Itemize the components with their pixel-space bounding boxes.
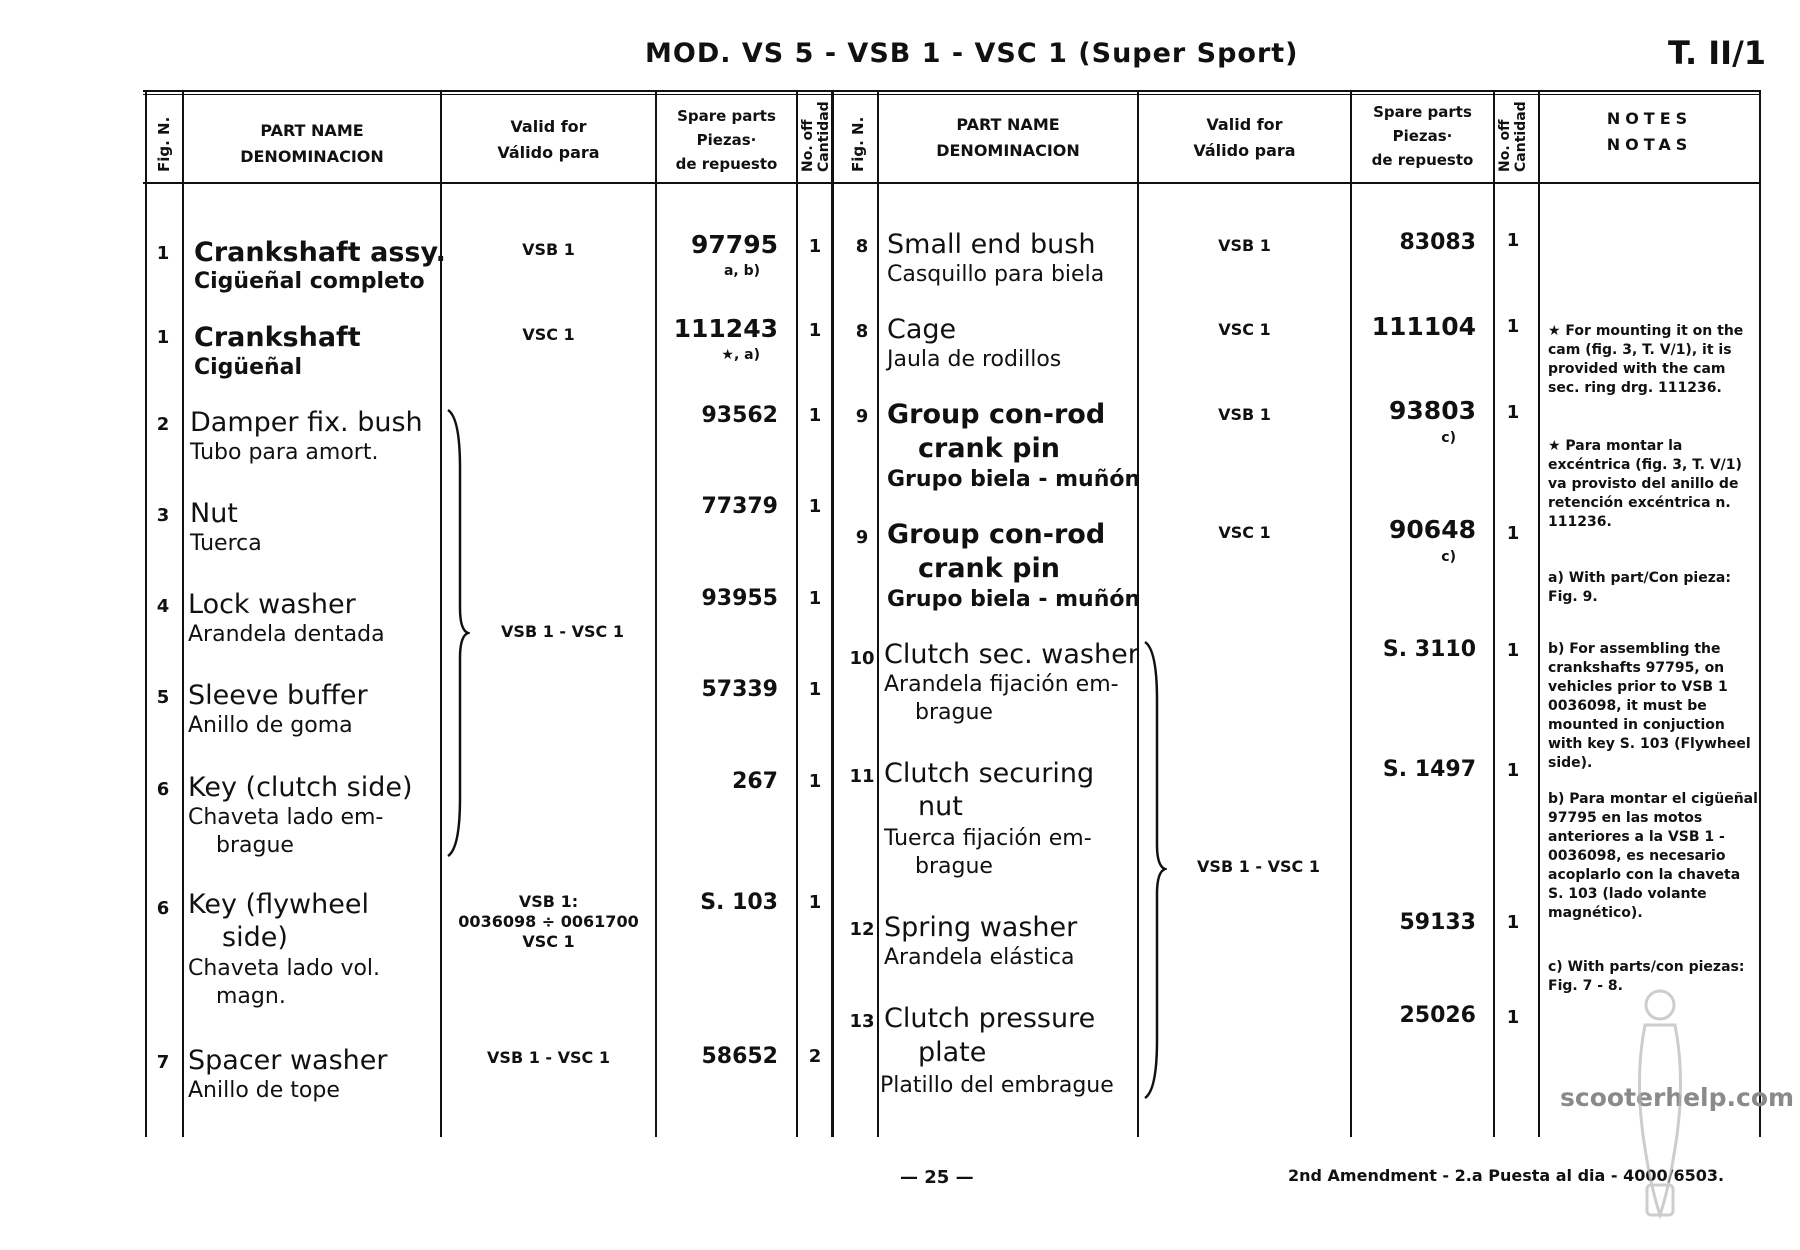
table-top-border-inner: [143, 94, 1761, 95]
fig-number: 6: [156, 898, 170, 919]
quantity: 1: [808, 892, 822, 913]
header-notes-es: NOTAS: [1606, 135, 1693, 154]
header-fig-left: Fig. N.: [155, 116, 173, 172]
col-rule: [182, 92, 184, 1137]
fig-number: 11: [849, 766, 875, 787]
part-number: 111243: [673, 314, 778, 343]
fig-number: 3: [156, 505, 170, 526]
part-name-es: Cigüeñal completo: [194, 269, 425, 294]
fig-number: 1: [156, 327, 170, 348]
part-name-en: Damper fix. bush: [190, 407, 423, 438]
quantity: 1: [1506, 523, 1520, 544]
part-number: 57339: [701, 677, 778, 702]
quantity: 1: [1506, 1007, 1520, 1028]
valid-for: VSB 1: [1218, 405, 1271, 424]
fig-number: 12: [849, 919, 875, 940]
page-number: — 25 —: [900, 1167, 974, 1188]
quantity: 1: [808, 771, 822, 792]
part-name-en: Clutch pressure: [884, 1003, 1096, 1034]
part-name-en: Group con-rod: [887, 399, 1106, 430]
col-rule: [796, 92, 798, 1137]
part-note-ref: ★, a): [721, 347, 760, 363]
table-top-border: [143, 90, 1761, 92]
part-name-en: Small end bush: [887, 229, 1096, 260]
note-star-en: ★ For mounting it on the cam (fig. 3, T. V/1), it is provided with the cam sec. ring drg. 111236.: [1548, 323, 1744, 396]
valid-for-line2: 0036098 ÷ 0061700: [458, 912, 639, 931]
fig-number: 8: [855, 321, 869, 342]
part-number: 25026: [1399, 1003, 1476, 1028]
header-qty-right: [1497, 101, 1529, 172]
part-name-en: Crankshaft assy.: [194, 237, 446, 268]
fig-number: 5: [156, 687, 170, 708]
col-rule: [145, 92, 147, 1137]
page-title: MOD. VS 5 - VSB 1 - VSC 1 (Super Sport): [645, 38, 1299, 69]
header-spare-left: [657, 104, 796, 176]
part-name-en: Clutch securing: [884, 758, 1095, 789]
fig-number: 13: [849, 1011, 875, 1032]
part-name-es-cont: magn.: [216, 984, 286, 1009]
part-name-es: Anillo de tope: [188, 1078, 340, 1103]
fig-number: 9: [855, 406, 869, 427]
part-number: 93955: [701, 586, 778, 611]
header-part-name-es: DENOMINACION: [936, 141, 1080, 160]
part-number: 97795: [691, 230, 778, 259]
header-valid-es: Válido para: [1193, 141, 1296, 160]
part-name-es: Tuerca: [190, 531, 262, 556]
plate-number: T. II/1: [1668, 34, 1767, 72]
part-name-es: Tuerca fijación em-: [884, 826, 1092, 851]
header-valid-en: Valid for: [1206, 115, 1283, 134]
part-name-en-cont: crank pin: [918, 553, 1060, 584]
valid-for: VSC 1: [1218, 320, 1271, 339]
col-rule-center: [831, 92, 834, 1137]
part-name-en: Spring washer: [884, 912, 1078, 943]
header-spare-2: Piezas·: [1392, 127, 1453, 145]
quantity: 1: [1506, 402, 1520, 423]
header-qty-2: Cantidad: [816, 101, 832, 172]
valid-for: VSB 1: [522, 240, 575, 259]
valid-for: VSB 1: [1218, 236, 1271, 255]
part-name-es-cont: brague: [915, 700, 993, 725]
watermark-text: scooterhelp.com: [1560, 1083, 1795, 1112]
part-note-ref: c): [1441, 430, 1456, 446]
header-spare-3: de repuesto: [1371, 151, 1474, 169]
note-c: c) With parts/con piezas: Fig. 7 - 8.: [1548, 959, 1745, 994]
header-part-name-en: PART NAME: [956, 115, 1060, 134]
part-name-en: Clutch sec. washer: [884, 639, 1139, 670]
part-name-es: Chaveta lado em-: [188, 805, 384, 830]
valid-for: VSC 1: [522, 325, 575, 344]
part-number: 90648: [1389, 515, 1476, 544]
header-part-name-es: DENOMINACION: [240, 147, 384, 166]
header-qty-left: [800, 101, 832, 172]
part-name-es: Arandela elástica: [884, 945, 1075, 970]
part-name-es: Cigüeñal: [194, 355, 303, 380]
part-name-en-cont: crank pin: [918, 433, 1060, 464]
header-spare-right: [1352, 100, 1493, 172]
left-group-valid: VSB 1 - VSC 1: [501, 622, 624, 641]
header-valid-right: [1139, 112, 1350, 164]
part-name-es: Arandela dentada: [188, 622, 385, 647]
note-a: a) With part/Con pieza: Fig. 9.: [1548, 570, 1731, 605]
part-name-en-cont: plate: [918, 1037, 987, 1068]
header-valid-es: Válido para: [497, 143, 600, 162]
part-note-ref: c): [1441, 549, 1456, 565]
part-name-en: Key (clutch side): [188, 772, 413, 803]
header-spare-1: Spare parts: [1373, 103, 1472, 121]
fig-number: 7: [156, 1052, 170, 1073]
scooter-watermark-icon: [1625, 985, 1695, 1225]
part-number: 93562: [701, 403, 778, 428]
quantity: 1: [808, 320, 822, 341]
part-number: 58652: [701, 1044, 778, 1069]
quantity: 1: [1506, 760, 1520, 781]
header-notes-en: NOTES: [1606, 109, 1693, 128]
part-name-en-cont: nut: [918, 791, 963, 822]
quantity: 1: [808, 236, 822, 257]
header-bottom-rule: [143, 182, 1761, 184]
part-number: 83083: [1399, 230, 1476, 255]
left-group-brace: [440, 408, 470, 858]
header-fig-right: Fig. N.: [849, 116, 867, 172]
part-name-en: Key (flywheel: [188, 889, 369, 920]
part-name-es: Arandela fijación em-: [884, 672, 1119, 697]
quantity: 1: [1506, 640, 1520, 661]
part-name-es: Jaula de rodillos: [887, 347, 1062, 372]
part-number: 93803: [1389, 396, 1476, 425]
quantity: 1: [808, 588, 822, 609]
part-note-ref: a, b): [723, 263, 760, 279]
part-name-es-cont: brague: [216, 833, 294, 858]
header-spare-1: Spare parts: [677, 107, 776, 125]
header-part-name-en: PART NAME: [260, 121, 364, 140]
header-qty-1: No. off: [800, 119, 816, 172]
quantity: 1: [1506, 316, 1520, 337]
amendment-note: 2nd Amendment - 2.a Puesta al dia - 4000/6503.: [1288, 1166, 1725, 1185]
part-number: S. 1497: [1382, 757, 1476, 782]
header-valid-en: Valid for: [510, 117, 587, 136]
part-name-es: Casquillo para biela: [887, 262, 1105, 287]
header-qty-2: Cantidad: [1513, 101, 1529, 172]
quantity: 1: [808, 679, 822, 700]
part-name-en: Spacer washer: [188, 1045, 388, 1076]
header-spare-3: de repuesto: [675, 155, 778, 173]
part-name-es: Anillo de goma: [188, 713, 353, 738]
header-spare-2: Piezas·: [696, 131, 757, 149]
part-number: S. 3110: [1382, 637, 1476, 662]
part-name-en: Lock washer: [188, 589, 356, 620]
part-name-es: Grupo biela - muñón: [887, 467, 1141, 492]
note-b-en: b) For assembling the crankshafts 97795, on vehicles prior to VSB 1 0036098, it must be mounted in conjuction with key S. 103 (Flywheel side).: [1548, 641, 1751, 771]
part-name-en: Crankshaft: [194, 322, 361, 353]
quantity: 1: [1506, 912, 1520, 933]
col-rule: [1538, 92, 1540, 1137]
valid-for-line1: VSB 1:: [518, 892, 579, 911]
valid-for-line3: VSC 1: [522, 932, 575, 951]
part-name-en: Cage: [887, 314, 957, 345]
fig-number: 9: [855, 527, 869, 548]
right-group-brace: [1137, 640, 1167, 1100]
col-rule: [877, 92, 879, 1137]
part-name-es: Platillo del embrague: [880, 1073, 1114, 1098]
part-number: 267: [732, 769, 778, 794]
part-number: S. 103: [700, 890, 778, 915]
part-name-en-cont: side): [222, 922, 288, 953]
part-name-es: Tubo para amort.: [190, 440, 379, 465]
part-name-es-cont: brague: [915, 854, 993, 879]
quantity: 1: [808, 405, 822, 426]
valid-for: VSB 1 - VSC 1: [487, 1048, 610, 1067]
part-name-en: Nut: [190, 498, 238, 529]
quantity: 2: [808, 1046, 822, 1067]
quantity: 1: [1506, 230, 1520, 251]
fig-number: 2: [156, 414, 170, 435]
part-name-en: Group con-rod: [887, 519, 1106, 550]
fig-number: 10: [849, 648, 875, 669]
fig-number: 4: [156, 596, 170, 617]
part-name-en: Sleeve buffer: [188, 680, 368, 711]
header-part-name-right: [879, 112, 1137, 164]
col-rule: [1493, 92, 1495, 1137]
part-number: 111104: [1371, 312, 1476, 341]
part-name-es: Chaveta lado vol.: [188, 956, 381, 981]
right-group-valid: VSB 1 - VSC 1: [1197, 857, 1320, 876]
part-name-es: Grupo biela - muñón: [887, 587, 1141, 612]
note-star-es: ★ Para montar la excéntrica (fig. 3, T. V/1) va provisto del anillo de retención excéntrica n. 111236.: [1548, 438, 1742, 530]
fig-number: 6: [156, 779, 170, 800]
valid-for: VSC 1: [1218, 523, 1271, 542]
quantity: 1: [808, 496, 822, 517]
part-number: 59133: [1399, 910, 1476, 935]
note-b-es: b) Para montar el cigüeñal 97795 en las motos anteriores a la VSB 1 - 0036098, es necesario acoplarlo con la chaveta S. 103 (lado volante magnético).: [1548, 791, 1758, 921]
fig-number: 1: [156, 243, 170, 264]
header-notes: [1540, 106, 1759, 158]
fig-number: 8: [855, 236, 869, 257]
part-number: 77379: [701, 494, 778, 519]
header-valid-left: [442, 114, 655, 166]
header-part-name-left: [184, 118, 440, 170]
header-qty-1: No. off: [1497, 119, 1513, 172]
